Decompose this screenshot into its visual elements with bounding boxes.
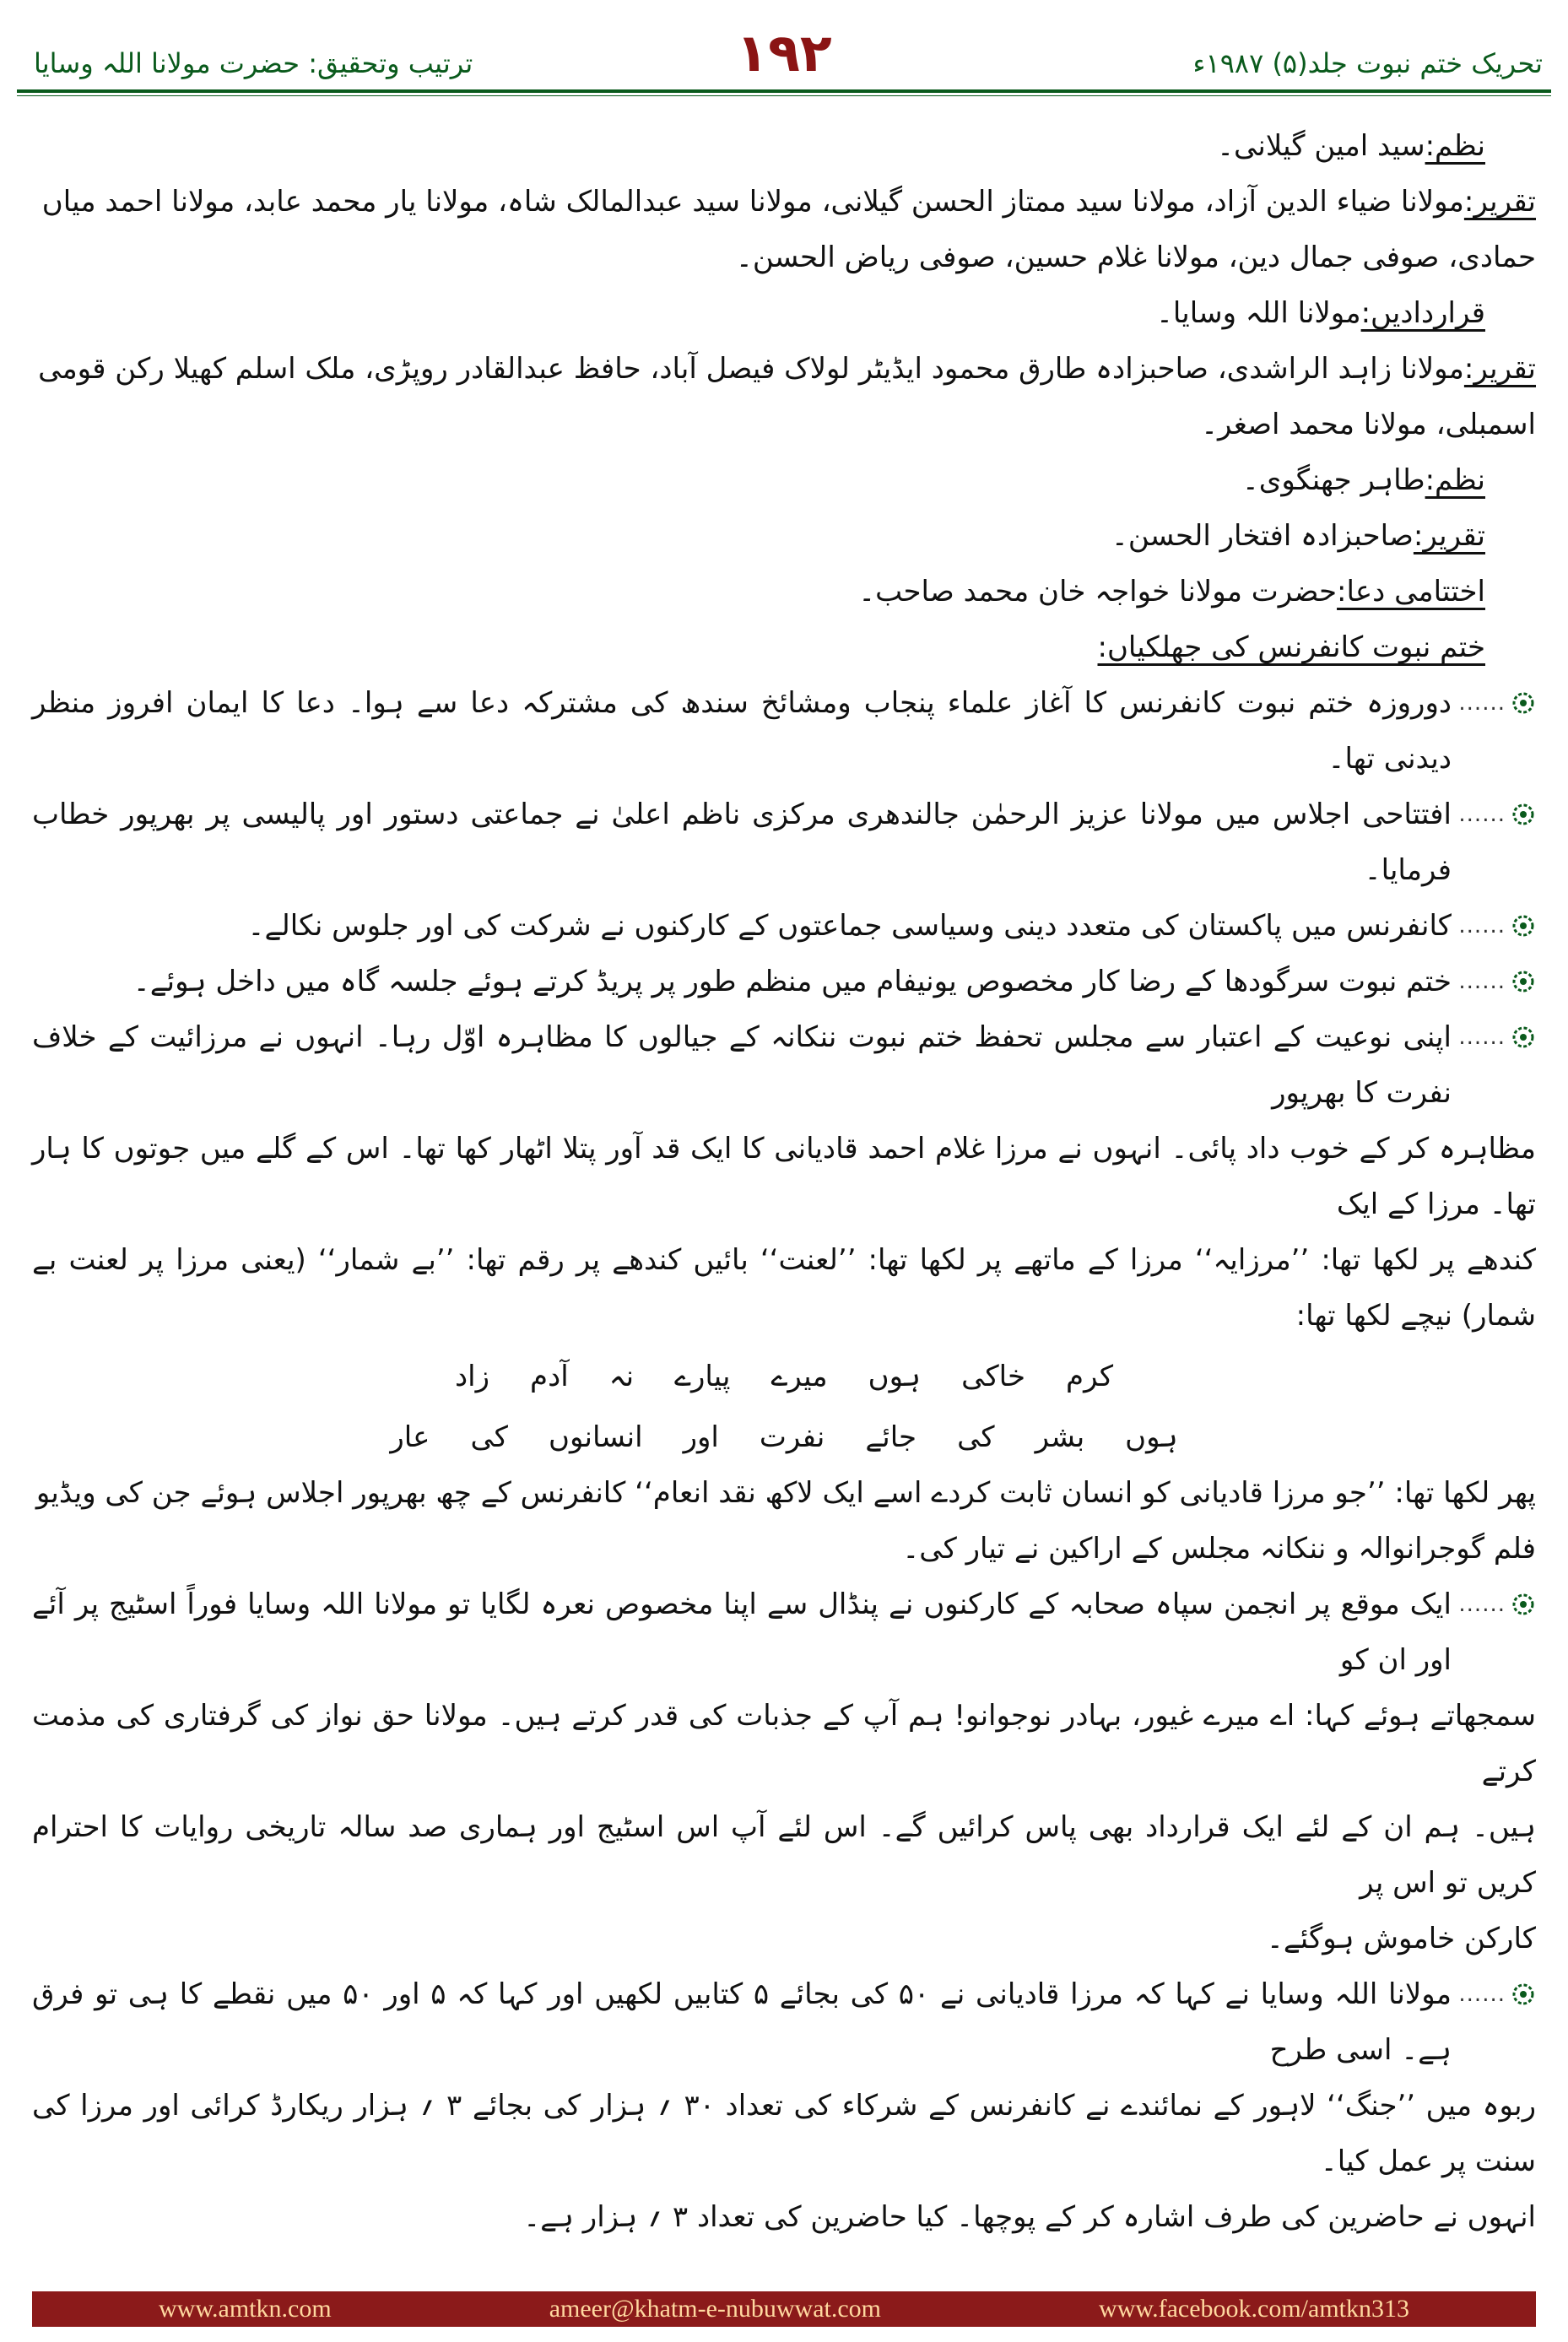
poem-verse bbox=[32, 1409, 1536, 1465]
flower-bullet-icon bbox=[1511, 969, 1536, 994]
poem-word: ہوں bbox=[1125, 1420, 1178, 1454]
list-item-text: دوروزہ ختم نبوت کانفرنس کا آغاز علماء پنجاب ومشائخ سندھ کی مشترکہ دعا سے ہوا۔ دعا کا ایمان افروز منظر دیدنی تھا۔ bbox=[32, 686, 1452, 776]
poem-verse bbox=[32, 1349, 1536, 1404]
line-label: اختتامی دعا: bbox=[1337, 575, 1485, 608]
line-text: سید امین گیلانی۔ bbox=[1217, 129, 1425, 163]
poem-word: نہ bbox=[608, 1360, 635, 1393]
paragraph-line: انہوں نے حاضرین کی طرف اشارہ کر کے پوچھا۔ کیا حاضرین کی تعداد ۳ ؍ ہزار ہے۔ bbox=[523, 2200, 1536, 2234]
list-item-text: اپنی نوعیت کے اعتبار سے مجلس تحفظ ختم نبوت ننکانہ کے جیالوں کا مظاہرہ اوّل رہا۔ انہوں نے مرزائیت کے خلاف نفرت کا بھرپور bbox=[32, 1020, 1452, 1110]
paragraph-line: سمجھاتے ہوئے کہا: اے میرے غیور، بہادر نوجوانو! ہم آپ کے جذبات کی قدر کرتے ہیں۔ مولانا حق نواز کی گرفتاری کی مذمت کرتے bbox=[32, 1699, 1536, 1788]
list-item-text: افتتاحی اجلاس میں مولانا عزیز الرحمٰن جالندھری مرکزی ناظم اعلیٰ نے جماعتی دستور اور پالیسی پر بھرپور خطاب فرمایا۔ bbox=[32, 798, 1452, 887]
line-label: تقریر: bbox=[1463, 185, 1536, 219]
line-text: اسمبلی، مولانا محمد اصغر۔ bbox=[1201, 408, 1536, 441]
poem-word: انسانوں bbox=[548, 1420, 643, 1454]
poem-word: زاد bbox=[455, 1360, 490, 1393]
list-item-text: مولانا اللہ وسایا نے کہا کہ مرزا قادیانی نے ۵۰ کی بجائے ۵ کتابیں لکھیں اور کہا کہ ۵ اور ۵۰ میں نقطے کا ہی تو فرق ہے۔ اسی طرح bbox=[32, 1977, 1452, 2067]
flower-bullet-icon bbox=[1511, 1592, 1536, 1617]
poem-word: میرے bbox=[770, 1360, 828, 1393]
bullet-dots: ...... bbox=[1458, 1592, 1506, 1617]
line-label: نظم: bbox=[1425, 463, 1485, 497]
bullet-dots: ...... bbox=[1458, 1025, 1506, 1050]
line-text: طاہر جھنگوی۔ bbox=[1241, 463, 1425, 497]
list-item bbox=[32, 787, 1536, 898]
poem-word: کی bbox=[470, 1420, 508, 1454]
page-footer bbox=[32, 2291, 1536, 2327]
paragraph-line: کارکن خاموش ہوگئے۔ bbox=[1266, 1922, 1536, 1955]
header-rule bbox=[17, 89, 1551, 93]
header-rule-thin bbox=[17, 95, 1551, 96]
bullet-dots: ...... bbox=[1458, 1982, 1506, 2007]
poem-word: کی bbox=[957, 1420, 995, 1454]
book-title: تحریک ختم نبوت جلد(۵) ۱۹۸۷ء bbox=[1192, 47, 1543, 79]
paragraph-line: ہیں۔ ہم ان کے لئے ایک قرارداد بھی پاس کرائیں گے۔ اس لئے آپ اس اسٹیج اور ہماری صد سالہ تاریخی روایات کا احترام کریں تو اس پر bbox=[32, 1810, 1536, 1900]
poem-word: کرم bbox=[1066, 1360, 1114, 1393]
program-line bbox=[32, 174, 1536, 230]
poem-word: خاکی bbox=[961, 1360, 1026, 1393]
list-item-text: کانفرنس میں پاکستان کی متعدد دینی وسیاسی جماعتوں کے کارکنوں نے شرکت کی اور جلوس نکالے۔ bbox=[247, 909, 1452, 943]
paragraph-line: ربوہ میں ’’جنگ‘‘ لاہور کے نمائندے نے کانفرنس کے شرکاء کی تعداد ۳۰ ؍ ہزار کی بجائے ۳ ؍ ہزار ریکارڈ کرائی اور مرزا کی سنت پر عمل کیا۔ bbox=[32, 2089, 1536, 2178]
paragraph-line: کندھے پر لکھا تھا: ’’مرزایہ‘‘ مرزا کے ماتھے پر لکھا تھا: ’’لعنت‘‘ بائیں کندھے پر رقم تھا: ’’بے شمار‘‘ (یعنی مرزا پر لعنت بے شمار) نیچے لکھا تھا: bbox=[32, 1243, 1536, 1333]
paragraph-line: مظاہرہ کر کے خوب داد پائی۔ انہوں نے مرزا غلام احمد قادیانی کا ایک قد آور پتلا اٹھار کھا تھا۔ اس کے گلے میں جوتوں کا ہار تھا۔ مرزا کے ایک bbox=[32, 1132, 1536, 1221]
program-line bbox=[32, 397, 1536, 452]
line-text: حضرت مولانا خواجہ خان محمد صاحب۔ bbox=[858, 575, 1338, 608]
program-line bbox=[32, 230, 1536, 285]
list-item bbox=[32, 898, 1536, 954]
email-link[interactable]: ameer@khatm-e-nubuwwat.com bbox=[549, 2295, 882, 2323]
program-line bbox=[32, 452, 1536, 508]
line-text: صاحبزادہ افتخار الحسن۔ bbox=[1111, 519, 1414, 553]
line-label: قراردادیں: bbox=[1360, 296, 1485, 330]
bullet-dots: ...... bbox=[1458, 969, 1506, 994]
poem-word: جائے bbox=[865, 1420, 917, 1454]
bullet-dots: ...... bbox=[1458, 913, 1506, 938]
website-link[interactable]: www.amtkn.com bbox=[159, 2295, 332, 2323]
page-header bbox=[17, 15, 1551, 91]
list-item-text: ایک موقع پر انجمن سپاہ صحابہ کے کارکنوں نے پنڈال سے اپنا مخصوص نعرہ لگایا تو مولانا اللہ وسایا فوراً اسٹیج پر آئے اور ان کو bbox=[32, 1587, 1452, 1677]
list-item bbox=[32, 1966, 1536, 2078]
line-label: تقریر: bbox=[1413, 519, 1485, 553]
list-item bbox=[32, 1577, 1536, 1688]
flower-bullet-icon bbox=[1511, 913, 1536, 938]
compiler-credit: ترتیب وتحقیق: حضرت مولانا اللہ وسایا bbox=[34, 47, 473, 79]
poem-word: ہوں bbox=[868, 1360, 922, 1393]
line-text: مولانا زاہد الراشدی، صاحبزادہ طارق محمود ایڈیٹر لولاک فیصل آباد، حافظ عبدالقادر روپڑی، ملک اسلم کھیلا رکن قومی bbox=[38, 352, 1464, 386]
poem-word: آدم bbox=[530, 1360, 569, 1393]
line-text: مولانا ضیاء الدین آزاد، مولانا سید ممتاز الحسن گیلانی، مولانا سید عبدالمالک شاہ، مولانا یار محمد عابد، مولانا احمد میاں bbox=[41, 185, 1464, 219]
poem-word: پیارے bbox=[674, 1360, 731, 1393]
poem-word: نفرت bbox=[759, 1420, 825, 1454]
paragraph-line: پھر لکھا تھا: ’’جو مرزا قادیانی کو انسان ثابت کردے اسے ایک لاکھ نقد انعام‘‘ کانفرنس کے چھ بھرپور اجلاس ہوئے جن کی ویڈیو bbox=[35, 1476, 1536, 1510]
flower-bullet-icon bbox=[1511, 802, 1536, 827]
page-body bbox=[32, 118, 1536, 2245]
bullet-dots: ...... bbox=[1458, 802, 1506, 827]
list-item bbox=[32, 1009, 1536, 1121]
line-text: مولانا اللہ وسایا۔ bbox=[1155, 296, 1361, 330]
list-item bbox=[32, 954, 1536, 1009]
line-label: نظم: bbox=[1425, 129, 1485, 163]
paragraph-line: فلم گوجرانوالہ و ننکانہ مجلس کے اراکین نے تیار کی۔ bbox=[902, 1532, 1536, 1566]
flower-bullet-icon bbox=[1511, 1982, 1536, 2007]
program-line bbox=[32, 341, 1536, 397]
program-line bbox=[32, 564, 1536, 619]
flower-bullet-icon bbox=[1511, 690, 1536, 716]
list-item bbox=[32, 675, 1536, 787]
bullet-dots: ...... bbox=[1458, 690, 1506, 716]
page-number: ۱۹۲ bbox=[736, 22, 832, 84]
line-text: حمادی، صوفی جمال دین، مولانا غلام حسین، صوفی ریاض الحسن۔ bbox=[735, 241, 1536, 274]
poem-word: اور bbox=[683, 1420, 719, 1454]
program-line bbox=[32, 118, 1536, 174]
poem-word: بشر bbox=[1035, 1420, 1085, 1454]
line-label: تقریر: bbox=[1463, 352, 1536, 386]
flower-bullet-icon bbox=[1511, 1025, 1536, 1050]
program-line bbox=[32, 508, 1536, 564]
facebook-link[interactable]: www.facebook.com/amtkn313 bbox=[1099, 2295, 1409, 2323]
section-heading: ختم نبوت کانفرنس کی جھلکیاں: bbox=[1097, 630, 1485, 664]
poem-word: عار bbox=[390, 1420, 430, 1454]
list-item-text: ختم نبوت سرگودھا کے رضا کار مخصوص یونیفام میں منظم طور پر پریڈ کرتے ہوئے جلسہ گاہ میں داخل ہوئے۔ bbox=[132, 965, 1452, 998]
program-line bbox=[32, 285, 1536, 341]
